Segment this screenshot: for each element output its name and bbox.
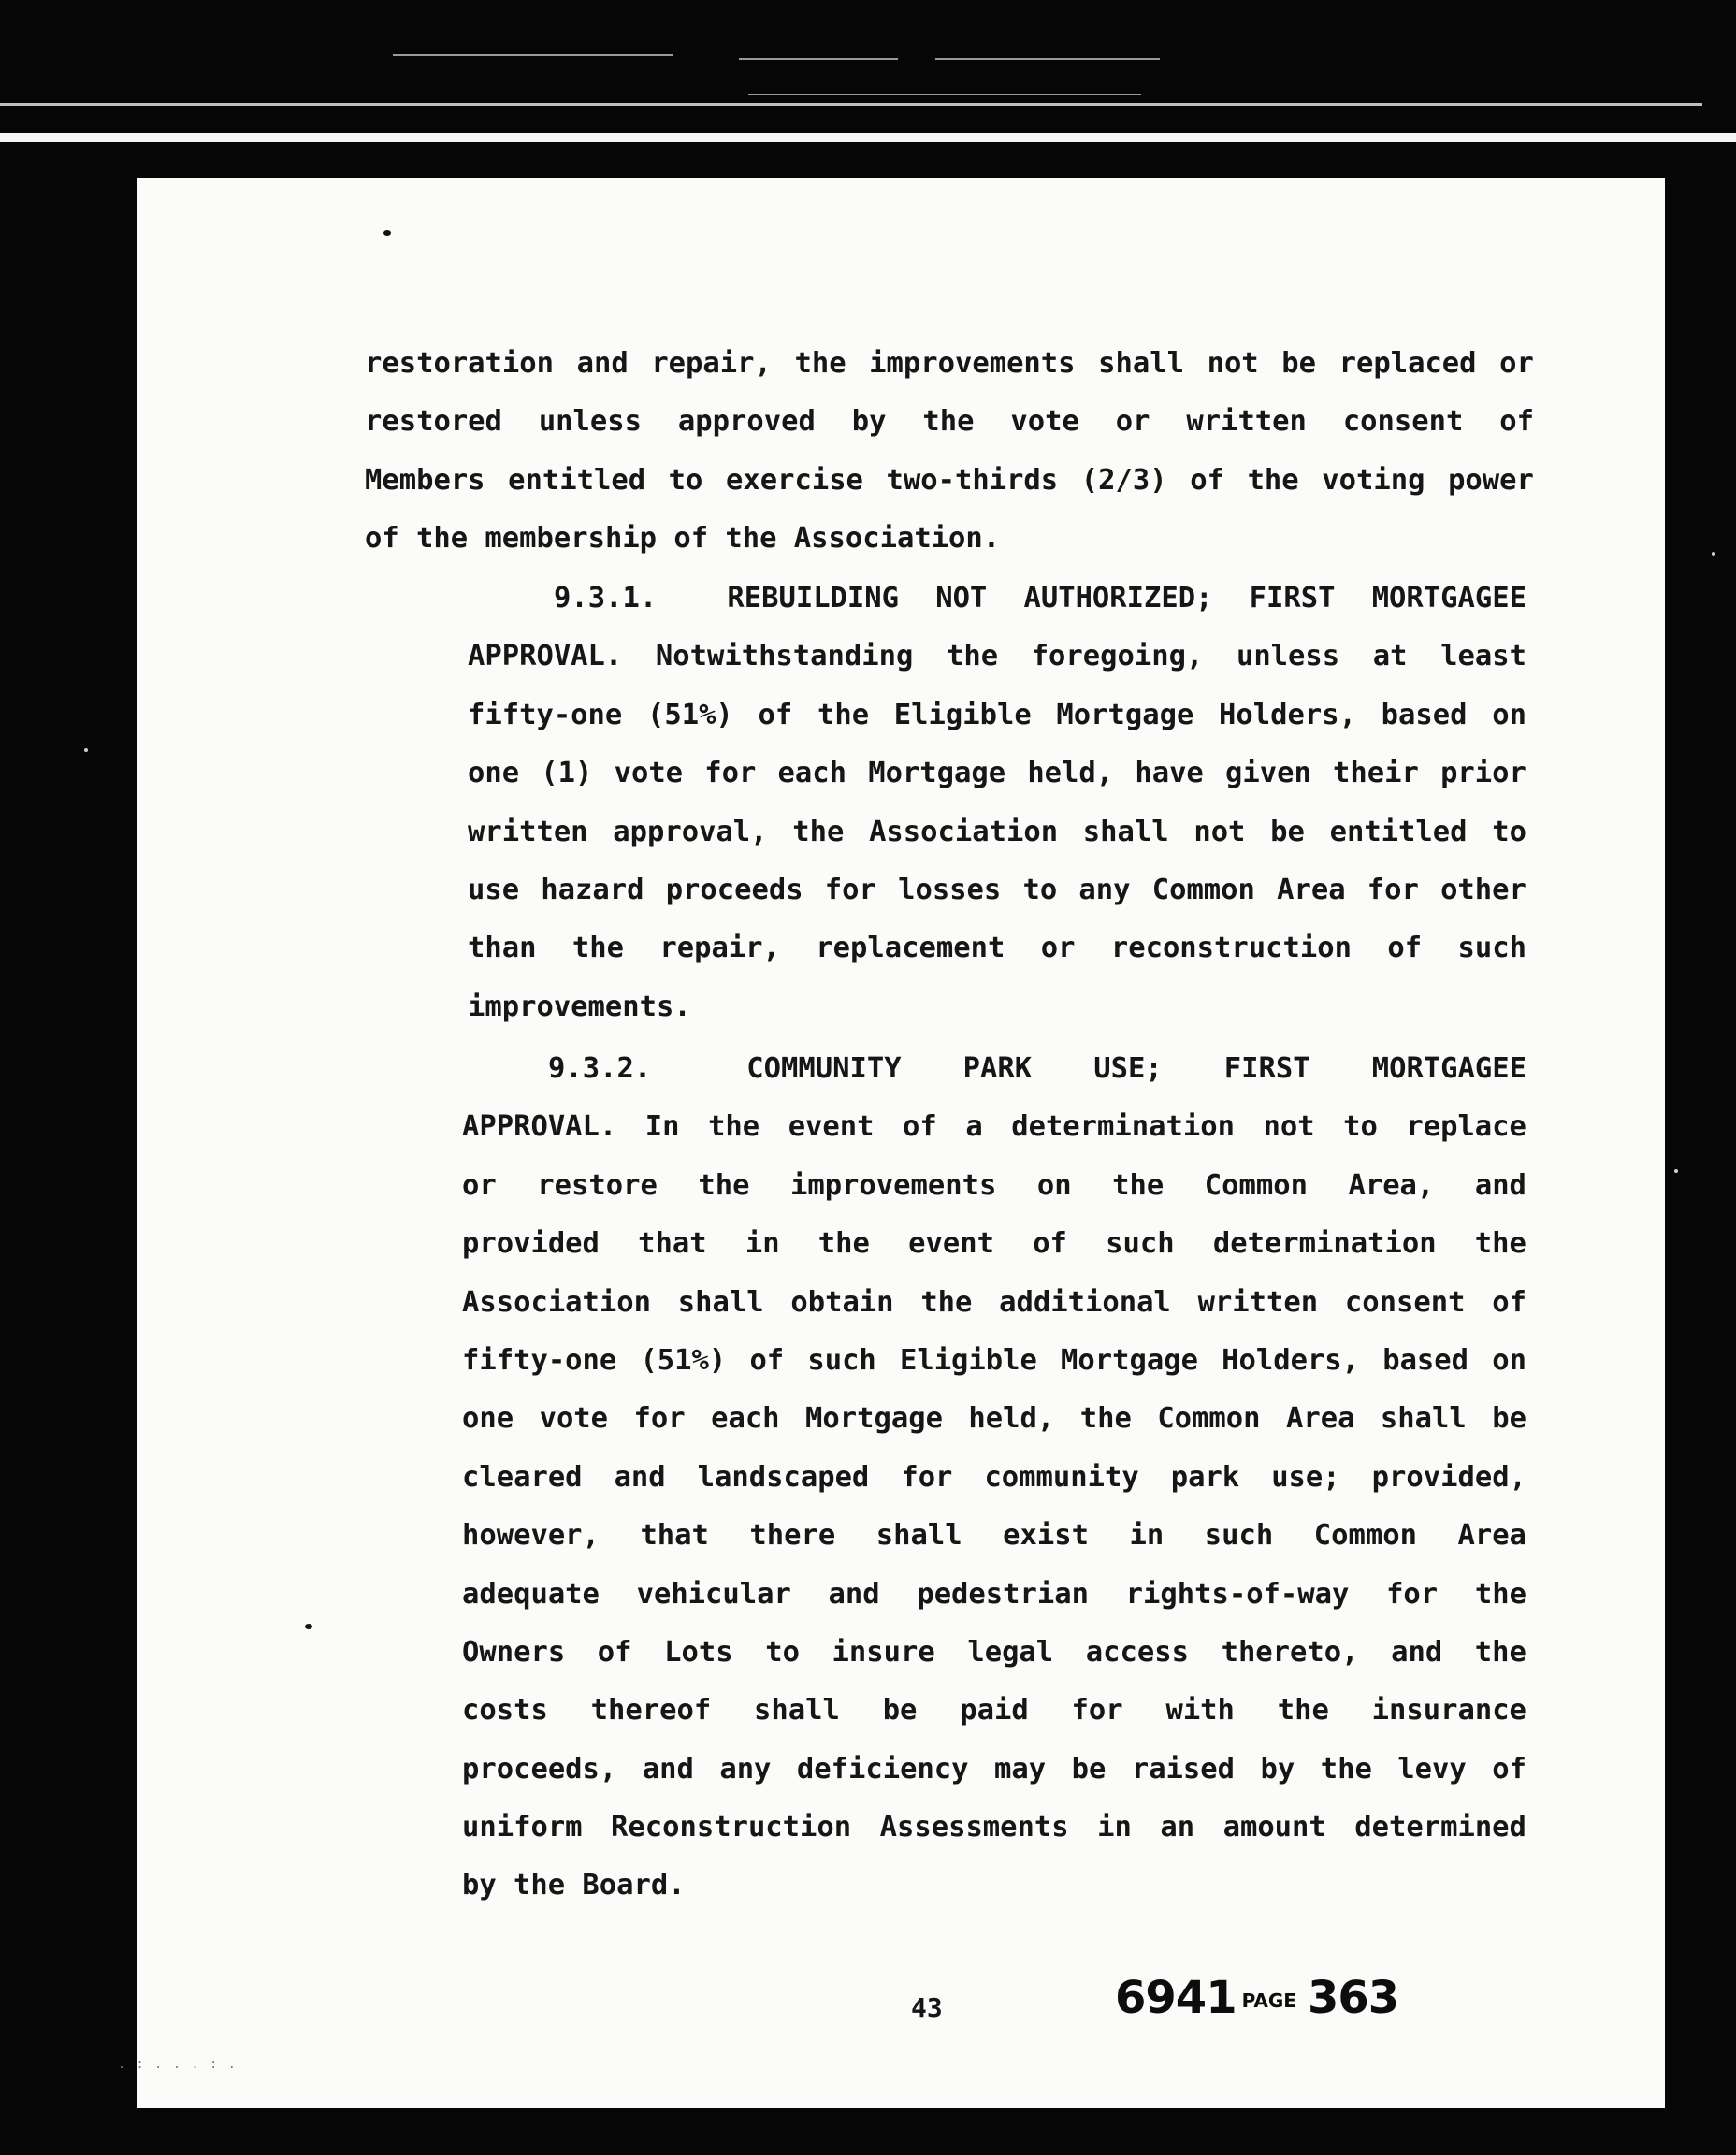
word: (51%) — [646, 698, 733, 731]
word: of — [1499, 405, 1534, 439]
word: exist — [1003, 1519, 1089, 1553]
text-line — [365, 452, 1534, 510]
word: replacement — [816, 932, 1005, 965]
text-line — [462, 1741, 1526, 1799]
word: on — [1492, 698, 1526, 731]
word: unless — [1236, 640, 1340, 673]
word: vote — [539, 1402, 609, 1436]
word: held, — [1027, 757, 1114, 790]
word: of — [1190, 463, 1224, 497]
word: the — [416, 522, 469, 556]
word: vehicular — [636, 1577, 791, 1611]
word: vote — [1010, 405, 1079, 439]
word: fifty-one — [468, 698, 623, 731]
word: community — [984, 1460, 1139, 1494]
word: of — [597, 1635, 632, 1669]
section-number: 9.3.1. — [554, 582, 658, 615]
word: any — [1078, 873, 1131, 906]
section-number: 9.3.2. — [548, 1052, 652, 1085]
word: use; — [1271, 1460, 1340, 1494]
word: hazard — [541, 873, 644, 906]
word: thereof — [590, 1694, 712, 1728]
scan-artifact — [1712, 552, 1715, 556]
word: written — [1197, 1285, 1319, 1319]
scan-artifact — [935, 58, 1160, 60]
text-line — [462, 1332, 1526, 1390]
word: costs — [462, 1694, 548, 1728]
word: foregoing, — [1031, 640, 1204, 673]
word: based — [1382, 1343, 1469, 1377]
word: Area, — [1348, 1168, 1435, 1202]
word: be — [1281, 347, 1317, 380]
word: the — [571, 932, 624, 965]
word: have — [1135, 757, 1204, 790]
word: of — [749, 1343, 785, 1377]
word: of — [758, 698, 793, 731]
word: prior — [1440, 757, 1526, 790]
word: the — [1247, 463, 1299, 497]
word: Lots — [664, 1635, 733, 1669]
text-line — [468, 803, 1526, 861]
word: for — [1367, 873, 1419, 906]
word: and — [828, 1577, 880, 1611]
word: park — [1170, 1460, 1240, 1494]
text-line — [468, 687, 1526, 745]
book-page-number: 363 — [1307, 1972, 1399, 2024]
word: shall — [1380, 1402, 1467, 1436]
word: by — [851, 405, 887, 439]
word: Holders, — [1219, 698, 1356, 731]
word: or — [1115, 405, 1150, 439]
scan-border-line — [0, 103, 1702, 106]
word: Area — [1457, 1519, 1526, 1553]
text-line — [468, 861, 1526, 919]
word: Common — [1313, 1519, 1417, 1553]
word: amount — [1222, 1811, 1326, 1844]
word: paid — [960, 1694, 1029, 1728]
scan-speck — [383, 230, 391, 236]
word: cleared — [462, 1460, 583, 1494]
word: event — [788, 1110, 875, 1144]
word: Area — [1277, 873, 1346, 906]
scan-artifact — [739, 58, 898, 60]
word: or — [1499, 347, 1534, 380]
word: for — [633, 1402, 686, 1436]
word: Owners — [462, 1635, 566, 1669]
word: given — [1225, 757, 1311, 790]
heading-word: FIRST — [1249, 582, 1336, 615]
word: power — [1448, 463, 1534, 497]
word: Association. — [793, 522, 1001, 556]
word: other — [1440, 873, 1526, 906]
word: insure — [832, 1635, 935, 1669]
word: for — [1386, 1577, 1439, 1611]
word: there — [749, 1519, 836, 1553]
word: Common — [1204, 1168, 1308, 1202]
word: Eligible — [899, 1343, 1037, 1377]
word: to — [1343, 1110, 1378, 1144]
word: than — [468, 932, 537, 965]
word: the — [1320, 1752, 1372, 1786]
word: to — [1022, 873, 1058, 906]
paragraph-restoration — [365, 335, 1534, 569]
word: Reconstruction — [611, 1811, 852, 1844]
word: to — [668, 463, 703, 497]
word: shall — [875, 1519, 962, 1553]
text-line — [462, 1507, 1526, 1565]
word: of — [1492, 1285, 1526, 1319]
word: Common — [1157, 1402, 1261, 1436]
word: unless — [538, 405, 642, 439]
word: consent — [1344, 1285, 1466, 1319]
text-line — [462, 1624, 1526, 1682]
word: not — [1263, 1110, 1315, 1144]
word: or — [462, 1168, 497, 1202]
text-line — [365, 335, 1534, 393]
word: approved — [677, 405, 816, 439]
word: landscaped — [697, 1460, 870, 1494]
word: at — [1372, 640, 1408, 673]
word: that — [640, 1519, 709, 1553]
word: proceeds, — [462, 1752, 617, 1786]
word: of — [673, 522, 709, 556]
text-line — [462, 1799, 1526, 1857]
word: such — [1106, 1227, 1175, 1261]
word: their — [1333, 757, 1419, 790]
word: restoration — [365, 347, 554, 380]
text-line — [468, 978, 1526, 1036]
word: one — [462, 1402, 514, 1436]
word: additional — [999, 1285, 1171, 1319]
word: entitled — [508, 463, 646, 497]
word: two-thirds — [886, 463, 1059, 497]
word: consent — [1342, 405, 1464, 439]
word: Holders, — [1222, 1343, 1360, 1377]
word: of — [903, 1110, 937, 1144]
word: the — [1474, 1227, 1526, 1261]
word: repair, — [659, 932, 780, 965]
word: In — [644, 1110, 680, 1144]
word: Association — [869, 815, 1059, 848]
word: (1) — [541, 757, 593, 790]
word: be — [882, 1694, 918, 1728]
heading-word: COMMUNITY — [746, 1052, 902, 1085]
word: least — [1440, 640, 1526, 673]
scan-artifact — [393, 54, 673, 56]
word: and — [576, 347, 629, 380]
word: be — [1492, 1402, 1526, 1436]
word: in — [1129, 1519, 1165, 1553]
word: reconstruction — [1110, 932, 1352, 965]
heading-word: REBUILDING — [727, 582, 900, 615]
word: determination — [1212, 1227, 1437, 1261]
word: on — [1036, 1168, 1072, 1202]
word: membership — [485, 522, 658, 556]
word: shall — [754, 1694, 840, 1728]
word: pedestrian — [917, 1577, 1089, 1611]
word: improvements — [869, 347, 1076, 380]
word: Mortgage — [868, 757, 1006, 790]
word: for — [704, 757, 757, 790]
word: event — [908, 1227, 994, 1261]
word: shall — [1098, 347, 1184, 380]
word: approval, — [613, 815, 768, 848]
word: Board. — [582, 1869, 686, 1902]
word: restored — [365, 405, 502, 439]
word: of — [1387, 932, 1423, 965]
text-line — [462, 1274, 1526, 1332]
word: the — [1277, 1694, 1329, 1728]
word: (51%) — [640, 1343, 727, 1377]
heading-word: FIRST — [1223, 1052, 1310, 1085]
word: restore — [537, 1168, 658, 1202]
word: Assessments — [879, 1811, 1069, 1844]
word: access — [1085, 1635, 1189, 1669]
page-number: 43 — [911, 1992, 943, 2023]
word: one — [468, 757, 520, 790]
scan-artifact — [1674, 1169, 1678, 1173]
text-line — [462, 1215, 1526, 1273]
text-line — [468, 919, 1526, 977]
word: such — [1457, 932, 1526, 965]
word: raised — [1131, 1752, 1236, 1786]
word: obtain — [790, 1285, 894, 1319]
word: of — [1492, 1752, 1526, 1786]
section-9-3-1 — [468, 570, 1526, 1036]
word: with — [1165, 1694, 1235, 1728]
word: adequate — [462, 1577, 600, 1611]
word: the — [946, 640, 999, 673]
book-page-stamp — [1115, 1972, 1398, 2024]
word: insurance — [1371, 1694, 1526, 1728]
text-line — [462, 1157, 1526, 1215]
text-line — [468, 745, 1526, 803]
word: (2/3) — [1080, 463, 1167, 497]
word: shall — [677, 1285, 764, 1319]
word: and — [642, 1752, 694, 1786]
word: in — [745, 1227, 780, 1261]
word: the — [708, 1110, 760, 1144]
word: by — [1260, 1752, 1295, 1786]
heading-word: USE; — [1093, 1052, 1163, 1085]
word: and — [1474, 1168, 1526, 1202]
text-line — [462, 1449, 1526, 1507]
scan-corner-artifact: . : . . . : . — [118, 2058, 238, 2072]
word: held, — [968, 1402, 1055, 1436]
word: each — [777, 757, 846, 790]
word: legal — [967, 1635, 1054, 1669]
word: not — [1194, 815, 1246, 848]
word: the — [922, 405, 975, 439]
word: the — [725, 522, 777, 556]
word: APPROVAL. — [462, 1110, 617, 1144]
word: on — [1492, 1343, 1526, 1377]
word: and — [1391, 1635, 1443, 1669]
word: the — [1079, 1402, 1132, 1436]
word: such — [1204, 1519, 1274, 1553]
word: the — [1474, 1577, 1526, 1611]
word: the — [817, 698, 870, 731]
word: any — [719, 1752, 772, 1786]
word: be — [1270, 815, 1305, 848]
word: the — [514, 1869, 566, 1902]
word: proceeds — [665, 873, 803, 906]
word: losses — [898, 873, 1002, 906]
word: the — [817, 1227, 870, 1261]
word: such — [807, 1343, 876, 1377]
text-line — [462, 1857, 1526, 1915]
word: Mortgage — [805, 1402, 943, 1436]
word: Notwithstanding — [655, 640, 914, 673]
word: uniform — [462, 1811, 583, 1844]
word: voting — [1322, 463, 1425, 497]
word: Members — [365, 463, 485, 497]
heading-word: NOT — [935, 582, 988, 615]
word: be — [1071, 1752, 1107, 1786]
word: rights-of-way — [1125, 1577, 1350, 1611]
heading-word: MORTGAGEE — [1371, 1052, 1526, 1085]
word: the — [792, 815, 845, 848]
word: Mortgage — [1061, 1343, 1198, 1377]
word: and — [614, 1460, 666, 1494]
heading-word: MORTGAGEE — [1371, 582, 1526, 615]
word: provided, — [1371, 1460, 1526, 1494]
section-9-3-2 — [462, 1040, 1526, 1916]
word: or — [1040, 932, 1076, 965]
word: APPROVAL. — [468, 640, 623, 673]
word: vote — [614, 757, 684, 790]
word: shall — [1082, 815, 1169, 848]
word: an — [1160, 1811, 1195, 1844]
word: the — [794, 347, 846, 380]
word: written — [1186, 405, 1307, 439]
word: improvements. — [468, 990, 691, 1023]
word: improvements — [789, 1168, 997, 1202]
word: Eligible — [893, 698, 1032, 731]
word: of — [365, 522, 399, 556]
word: not — [1207, 347, 1259, 380]
word: entitled — [1329, 815, 1468, 848]
word: replace — [1406, 1110, 1526, 1144]
word: to — [1492, 815, 1526, 848]
word: use — [468, 873, 520, 906]
word: that — [638, 1227, 707, 1261]
scan-artifact — [84, 748, 88, 752]
word: fifty-one — [462, 1343, 617, 1377]
word: by — [462, 1869, 497, 1902]
scan-speck — [305, 1624, 312, 1629]
word: repair, — [651, 347, 772, 380]
word: the — [1474, 1635, 1526, 1669]
word: a — [965, 1110, 983, 1144]
word: in — [1097, 1811, 1132, 1844]
word: Association — [462, 1285, 651, 1319]
word: however, — [462, 1519, 600, 1553]
word: Mortgage — [1056, 698, 1194, 731]
word: provided — [462, 1227, 600, 1261]
text-line — [462, 1390, 1526, 1448]
word: the — [1112, 1168, 1165, 1202]
word: written — [468, 815, 588, 848]
word: thereto, — [1221, 1635, 1359, 1669]
word: for — [1071, 1694, 1123, 1728]
text-line — [365, 510, 1534, 568]
text-line — [462, 1682, 1526, 1740]
text-line — [468, 628, 1526, 686]
word: Area — [1285, 1402, 1355, 1436]
word: determined — [1354, 1811, 1526, 1844]
word: to — [765, 1635, 800, 1669]
word: deficiency — [796, 1752, 969, 1786]
word: based — [1381, 698, 1468, 731]
word: for — [824, 873, 876, 906]
word: levy — [1397, 1752, 1467, 1786]
section-heading-line — [462, 1040, 1526, 1098]
word: for — [901, 1460, 953, 1494]
text-line — [462, 1566, 1526, 1624]
page-label: PAGE — [1241, 1989, 1296, 2012]
scan-artifact — [748, 94, 1141, 95]
heading-word: AUTHORIZED; — [1023, 582, 1213, 615]
word: the — [698, 1168, 750, 1202]
word: exercise — [726, 463, 863, 497]
heading-word: PARK — [962, 1052, 1033, 1085]
word: each — [711, 1402, 780, 1436]
word: of — [1033, 1227, 1067, 1261]
section-heading-line — [468, 570, 1526, 628]
text-line — [462, 1098, 1526, 1156]
book-number: 6941 — [1115, 1972, 1237, 2024]
word: the — [920, 1285, 973, 1319]
text-line — [365, 393, 1534, 451]
word: determination — [1011, 1110, 1235, 1144]
word: Common — [1151, 873, 1255, 906]
word: replaced — [1338, 347, 1477, 380]
word: may — [994, 1752, 1047, 1786]
scan-border-bar — [0, 133, 1736, 142]
